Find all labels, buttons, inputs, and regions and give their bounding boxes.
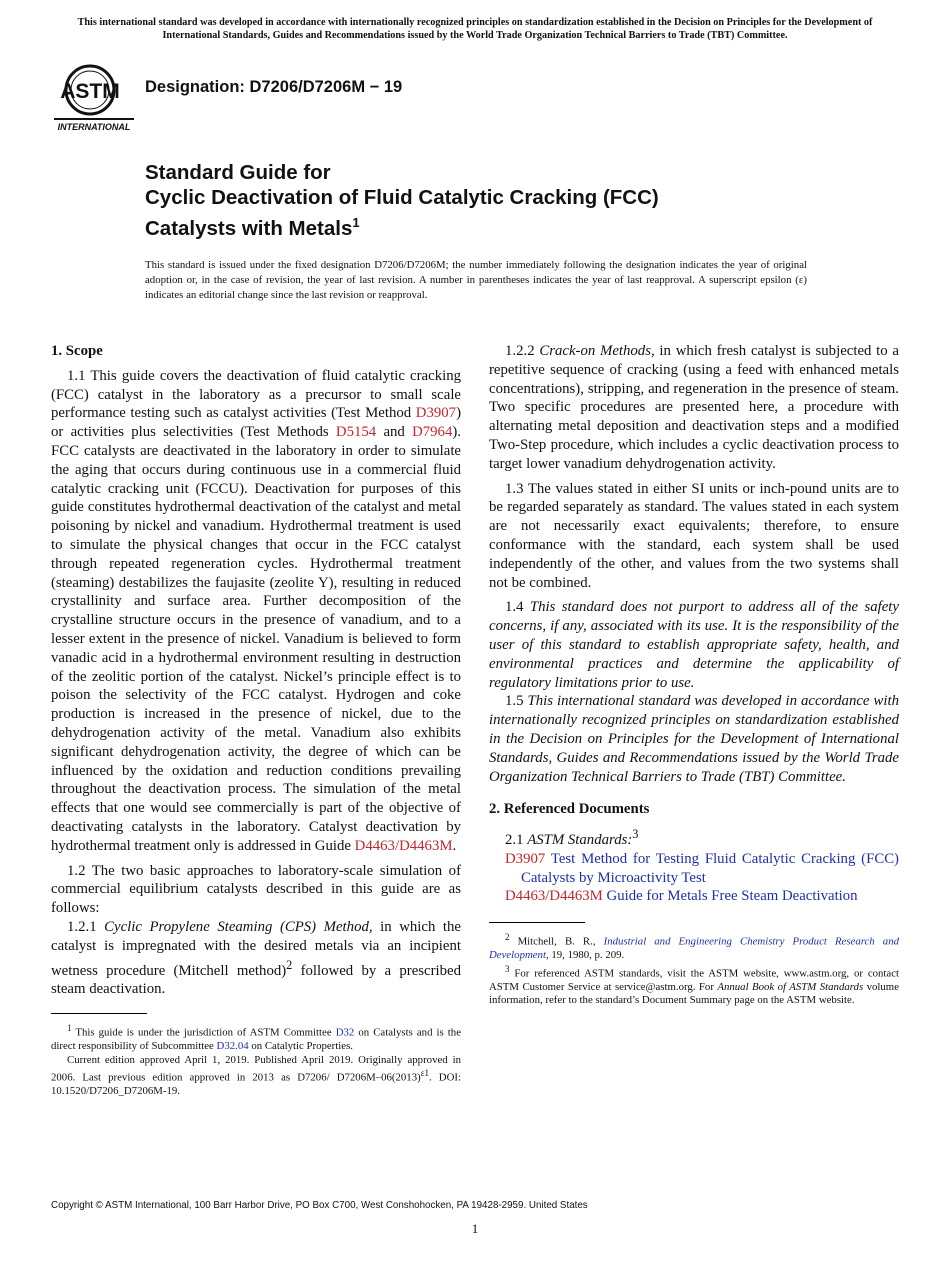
footnote-divider [51,1013,147,1014]
title-line-2: Cyclic Deactivation of Fluid Catalytic Cracking (FCC) [145,186,659,209]
footnote-2: $^2$ Mitchell, B. R., Industrial and Engineering Chemistry Product Research and Development, 19, 1980, p. 209. [489,932,899,962]
paragraph-1-2-2: 1.2.2 Crack-on Methods, in which fresh catalyst is subjected to a repetitive sequence of cracking (using a feed with enhanced metals concentrations), stripping, and regeneration in the presence of steam. Two specific procedures are presented here, a procedure with alternating metal deposition and deactivation steps and a modified Two-Step procedure, which includes a cyclic deactivation process to target lower vanadium dehydrogenation activity. [489,343,899,472]
scope-heading: 1. Scope [51,343,103,359]
link-d3907[interactable]: D3907 [415,405,457,422]
link-d4463[interactable]: D4463/D4463M [354,837,453,854]
link-d5154[interactable]: D5154 [335,424,377,441]
link-mitchell-journal[interactable]: Industrial and Engineering Chemistry Product Research and Development [489,935,899,962]
left-column [51,342,461,1099]
paragraph-1-1: 1.1 This guide covers the deactivation of fluid catalytic cracking (FCC) catalyst in the laboratory as a precursor to small scale performance testing such as catalyst activities (Test Method D3907) or activities plus selectivities (Test Methods D5154 and D7964). FCC catalysts are deactivated in the laboratory in order to simulate the aging that occurs during continuous use in a commercial fluid catalytic cracking unit (FCCU). Deactivation for purposes of this guide constitutes hydrothermal deactivation of the catalyst and metal poisoning by nickel and vanadium. Hydrothermal treatment is used to simulate the physical changes that occur in the FCC catalyst through repeated regeneration cycles. Hydrothermal treatment (steaming) destabilizes the faujasite (zeolite Y), resulting in reduced crystallinity and surface area. Further decomposition of the crystalline structure occurs in the presence of vanadium, and to a lesser extent in the presence of nickel. Vanadium is believed to form vanadic acid in a hydrothermal environment resulting in destruction of the zeolitic portion of the catalyst. Nickel’s principle effect is to poison the selectivity of the FCC catalyst. Hydrogen and coke production is increased in the presence of nickel, due to the dehydrogenation activity of the metal. Vanadium also exhibits significant dehydrogenation activity, the degree of which can be influenced by the oxidation and reduction conditions prevailing throughout the deactivation process. The simulation of the metal effects that one would see commercially is part of the objective of deactivating catalysts in the laboratory. Catalyst deactivation by hydrothermal treatment only is addressed in Guide D4463/D4463M. [51,367,461,854]
standards-notice: This international standard was developed in accordance with internationally recognized principles on standardization established in the Decision on Principles for the Development of International Standards, Guides and Recommendations issued by the World Trade Organization Technical Barriers to Trade (TBT) Committee. [77,17,873,41]
title-line-1: Standard Guide for [145,161,331,184]
footnote-ref-2[interactable]: 2 [286,957,293,972]
copyright-footer: Copyright © ASTM International, 100 Barr Harbor Drive, PO Box C700, West Conshohocken, PA 19428-2959. United States [51,1200,588,1211]
reference-d4463[interactable]: D4463/D4463M Guide for Metals Free Steam Deactivation [505,888,858,905]
paragraph-1-2-1: 1.2.1 Cyclic Propylene Steaming (CPS) Method, in which the catalyst is impregnated with the desired metals via an incipient wetness procedure (Mitchell method)$^2$ followed by a prescribed steam deactivation. [51,918,461,998]
right-column [489,342,899,1008]
referenced-documents-heading: 2. Referenced Documents [489,801,650,818]
paragraph-1-5: 1.5 This international standard was developed in accordance with internationally recognized principles on standardization established in the Decision on Principles for the Development of International Standards, Guides and Recommendations issued by the World Trade Organization Technical Barriers to Trade (TBT) Committee. [489,693,899,785]
paragraph-1-4: 1.4 This standard does not purport to address all of the safety concerns, if any, associated with its use. It is the responsibility of the user of this standard to establish appropriate safety, health, and environmental practices and determine the applicability of regulatory limitations prior to use. [489,599,899,691]
designation: Designation: D7206/D7206M − 19 [145,78,403,96]
standard-issuance-note: This standard is issued under the fixed designation D7206/D7206M; the number immediately following the designation indicates the year of original adoption or, in the case of revision, the year of last revision. A number in parentheses indicates the year of last reapproval. A superscript epsilon (ε) indicates an editorial change since the last revision or reapproval. [145,259,807,301]
logo-subtext: INTERNATIONAL [57,122,131,132]
paragraph-1-2: 1.2 The two basic approaches to laboratory-scale simulation of commercial equilibrium catalysts described in this guide are as follows: [51,862,461,917]
link-d7964[interactable]: D7964 [412,424,453,441]
document-title [145,160,659,241]
footnote-1-edition: Current edition approved April 1, 2019. Published April 2019. Originally approved in 2006. Last previous edition approved in 2013 as D7206/ $D7206M-06(2013)^{\varepsilon 1}$. DOI: 10.1520/D7206_D7206M-19. [51,1053,461,1098]
footnote-ref-3[interactable]: 3 [632,827,639,842]
astm-logo-icon [52,60,136,134]
logo-letters: ASTM [60,80,120,103]
title-footnote-ref[interactable]: 1 [352,215,360,230]
link-d32-04[interactable]: D32.04 [216,1040,249,1053]
paragraph-1-3: 1.3 The values stated in either SI units or inch-pound units are to be regarded separately as standard. The values stated in each system are not necessarily exact equivalents; therefore, to ensure conformance with the standard, each system shall be used independently of the other, and values from the two systems shall not be combined. [489,480,899,591]
link-d32[interactable]: D32 [335,1026,355,1039]
footnote-1: $^1$ This guide is under the jurisdiction of ASTM Committee D32 on Catalysts and is the direct responsibility of Subcommittee D32.04 on Catalytic Properties. [51,1023,461,1053]
astm-standards-subheading: 2.1 ASTM Standards:$^3$ [505,827,639,849]
title-line-3: Catalysts with Metals [145,216,353,240]
page-number: 1 [471,1221,479,1236]
reference-d3907[interactable]: D3907 Test Method for Testing Fluid Catalytic Cracking (FCC) Catalysts by Microactivity Test [505,850,899,886]
footnote-3: $^3$ For referenced ASTM standards, visit the ASTM website, www.astm.org, or contact ASTM Customer Service at service@astm.org. For Annual Book of ASTM Standards volume information, refer to the standard’s Document Summary page on the ASTM website. [489,963,899,1007]
footnote-divider-right [489,922,585,923]
